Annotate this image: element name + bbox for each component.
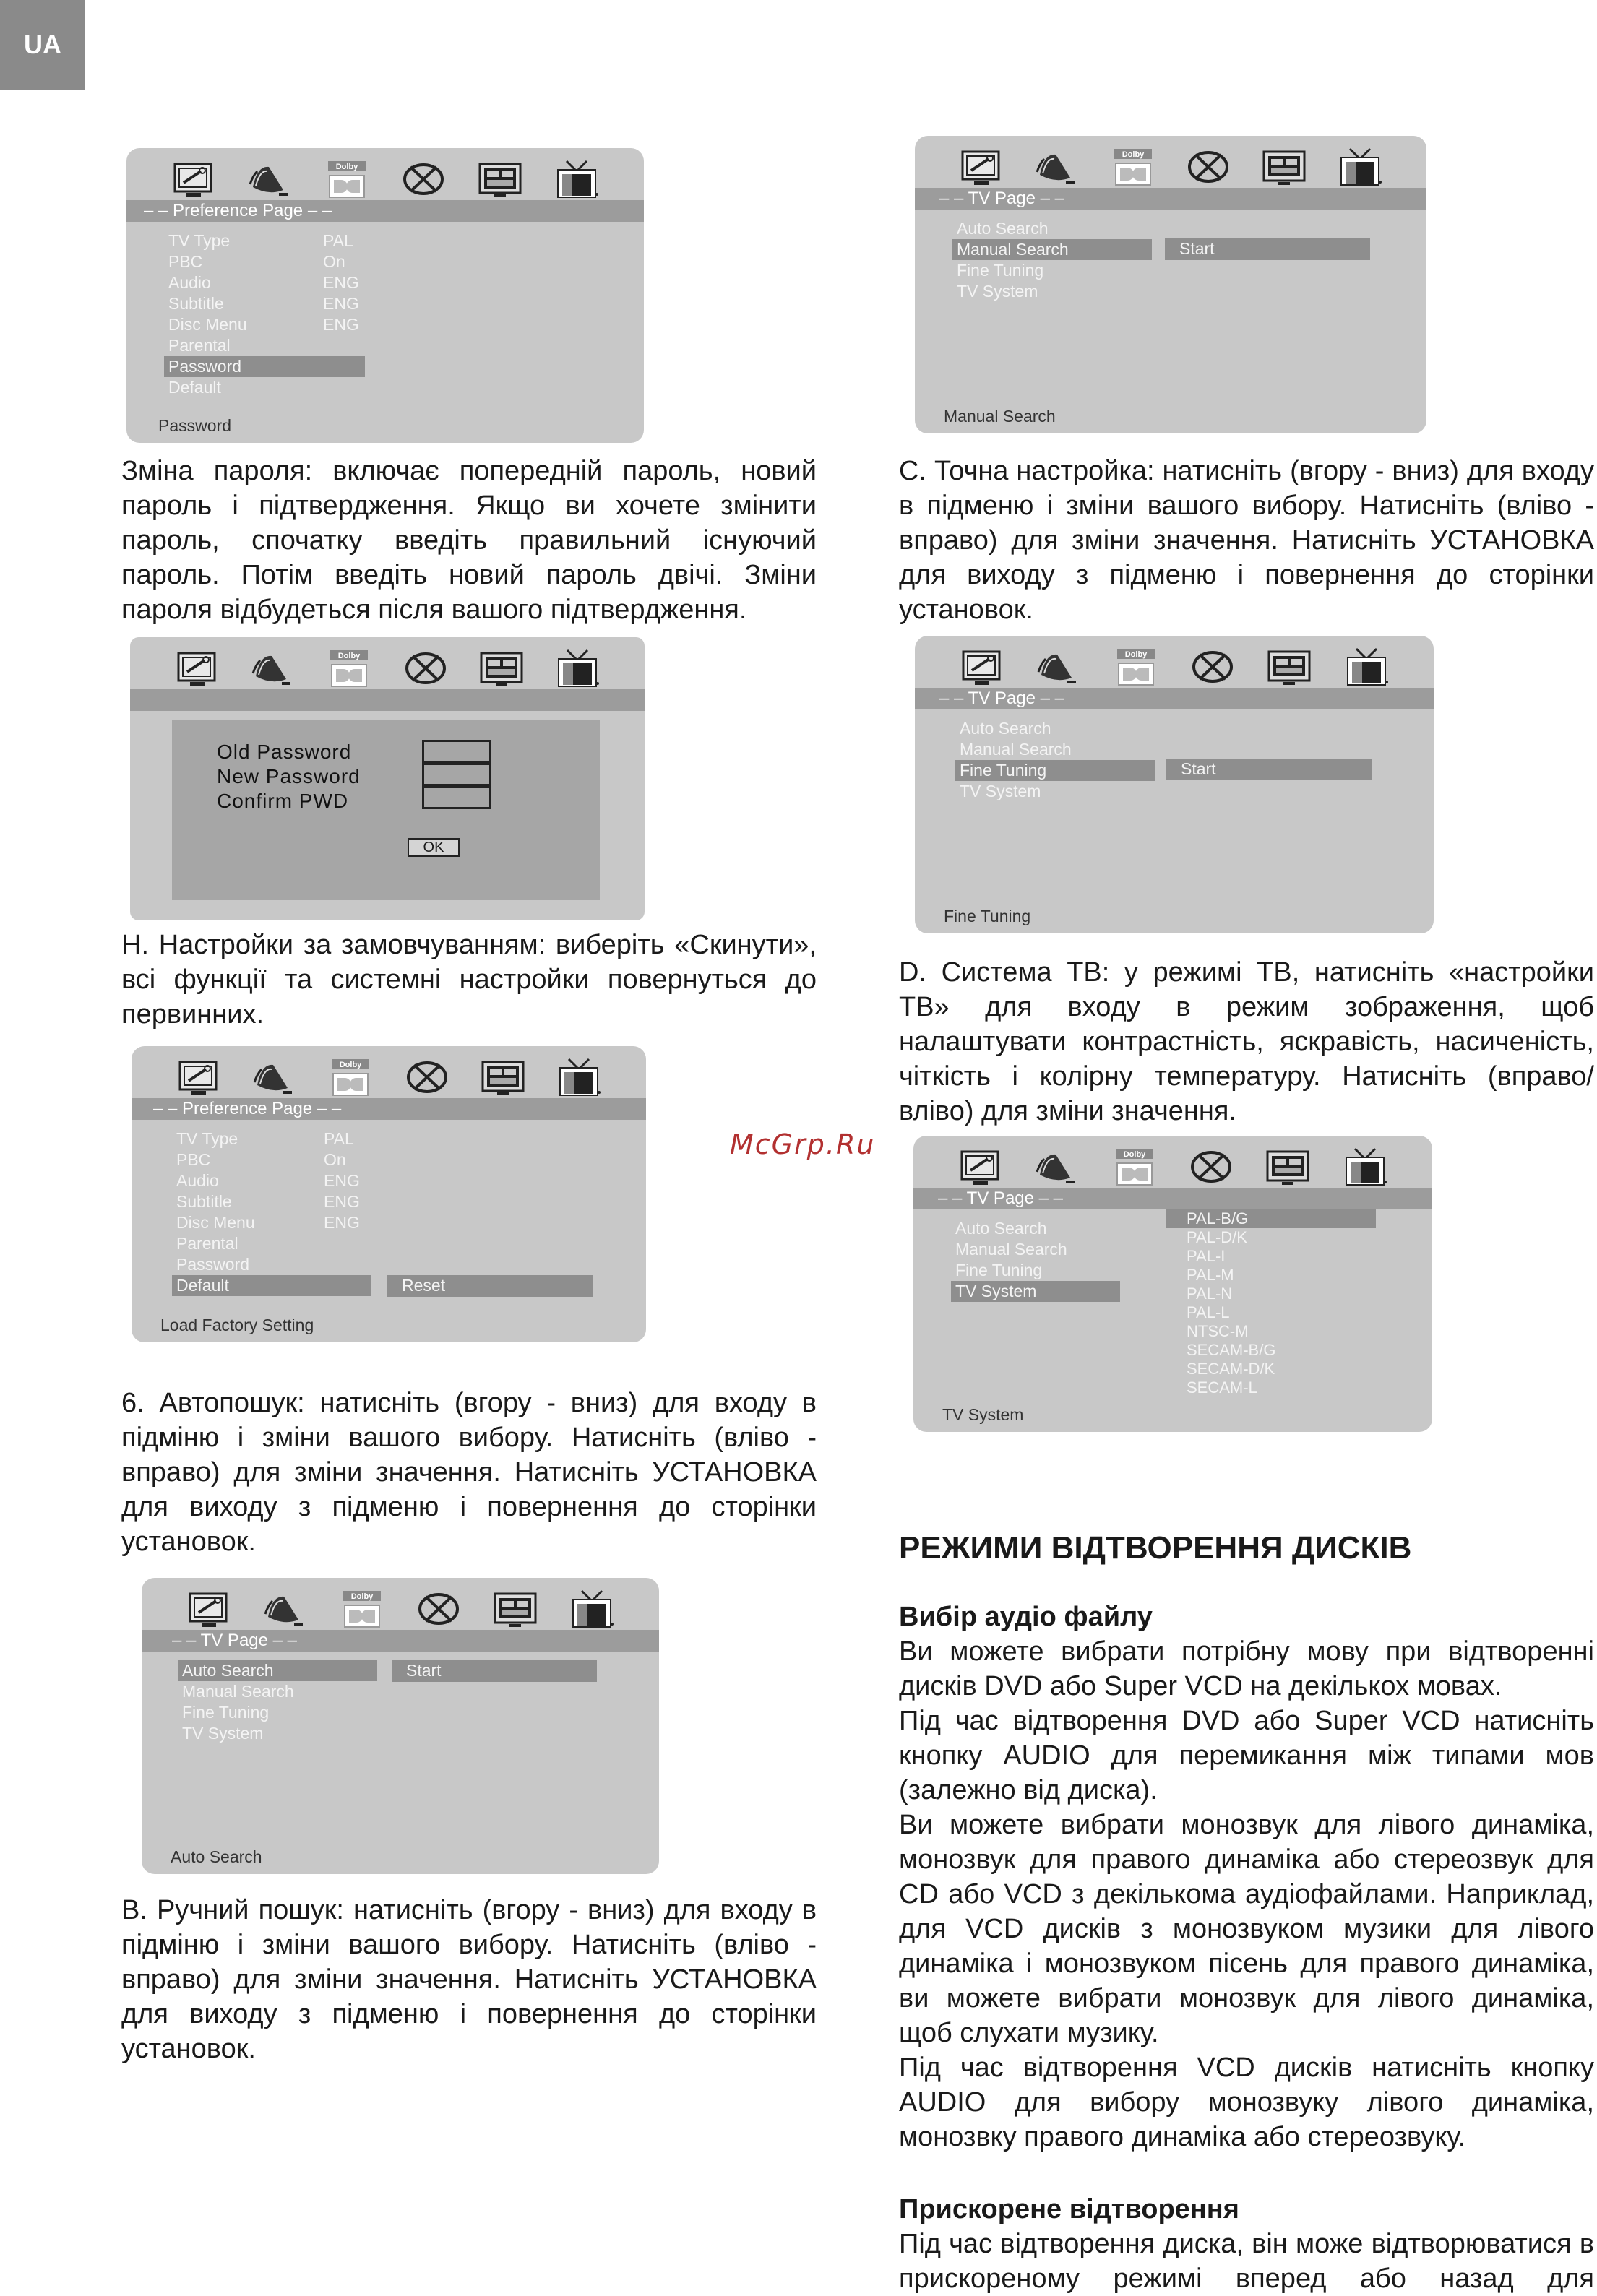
- tv-icon[interactable]: [1343, 646, 1390, 688]
- tv-system-option[interactable]: PAL-D/K: [1187, 1228, 1247, 1246]
- video-off-icon[interactable]: [403, 647, 449, 689]
- audio-section: [899, 1600, 1594, 2154]
- osd-icon-bar: [915, 136, 1426, 188]
- menu-item-manual-search[interactable]: Manual Search: [182, 1682, 294, 1701]
- menu-item-subtitle[interactable]: Subtitle: [168, 294, 224, 313]
- video-off-icon[interactable]: [404, 1056, 450, 1098]
- osd-page-bar: – – TV Page – –: [913, 1188, 1432, 1209]
- menu-item-tv-type[interactable]: TV Type: [176, 1129, 238, 1148]
- tv-system-options: [1166, 1209, 1376, 1397]
- ok-button[interactable]: OK: [408, 838, 460, 857]
- start-option[interactable]: Start: [1165, 238, 1370, 260]
- monitor-icon[interactable]: [492, 1588, 538, 1630]
- menu-item-auto-search[interactable]: Auto Search: [955, 1219, 1047, 1238]
- menu-item-tv-system[interactable]: TV System: [960, 782, 1041, 800]
- dolby-icon[interactable]: [324, 158, 370, 200]
- osd-password-dialog: [130, 637, 645, 920]
- menu-item-parental[interactable]: Parental: [176, 1234, 238, 1253]
- tv-system-option[interactable]: SECAM-B/G: [1187, 1341, 1276, 1359]
- tv-icon[interactable]: [1342, 1146, 1388, 1188]
- osd-page-bar: – – TV Page – –: [915, 188, 1426, 210]
- menu-value: ENG: [323, 315, 359, 334]
- menu-item-tv-system[interactable]: TV System: [957, 282, 1038, 301]
- osd-menu: [952, 218, 1156, 302]
- svg-text:Dolby: Dolby: [1123, 1150, 1146, 1159]
- paragraph-password: Зміна пароля: включає попередній пароль, новий пароль і підтвердження. Якщо ви хочете змінити пароль, спочатку введіть правильний існуючий пароль. Потім введіть новий пароль двічі. Зміни пароля відбудеться після вашого підтвердження.: [121, 456, 817, 625]
- menu-item-password[interactable]: Password: [176, 1255, 249, 1274]
- menu-item-auto-search[interactable]: Auto Search: [960, 719, 1051, 738]
- dolby-icon[interactable]: [1113, 646, 1159, 688]
- video-off-icon[interactable]: [1189, 646, 1236, 688]
- monitor-icon[interactable]: [1261, 146, 1307, 188]
- menu-value: ENG: [324, 1192, 360, 1211]
- osd-icon-bar: [913, 1136, 1432, 1188]
- tv-system-option[interactable]: PAL-B/G: [1166, 1209, 1376, 1228]
- osd-menu: [955, 718, 1158, 802]
- paragraph-default: H. Настройки за замовчуванням: виберіть «Скинути», всі функції та системні настройки повернуться до первинних.: [121, 930, 817, 1030]
- tv-system-option[interactable]: PAL-L: [1187, 1303, 1230, 1321]
- wrench-monitor-icon[interactable]: [957, 1146, 1004, 1188]
- osd-tv-auto-search: [142, 1578, 659, 1874]
- wrench-monitor-icon[interactable]: [958, 146, 1004, 188]
- menu-item-pbc[interactable]: PBC: [176, 1150, 211, 1169]
- wrench-monitor-icon[interactable]: [959, 646, 1005, 688]
- svg-text:Dolby: Dolby: [335, 163, 358, 171]
- osd-icon-bar: [130, 637, 645, 689]
- menu-item-disc-menu[interactable]: Disc Menu: [176, 1213, 255, 1232]
- menu-item-auto-search[interactable]: Auto Search: [957, 219, 1049, 238]
- osd-menu: [951, 1218, 1156, 1302]
- password-labels: [217, 740, 361, 813]
- monitor-icon[interactable]: [477, 158, 523, 200]
- dolby-icon[interactable]: [339, 1588, 385, 1630]
- dolby-icon[interactable]: [1111, 1146, 1158, 1188]
- menu-value: ENG: [323, 294, 359, 313]
- audio-paragraph-3: Ви можете вибрати монозвук для лівого динаміка, монозвук для правого динаміка або стереозвук для CD або VCD з декількома аудіофайлами. Наприклад, для VCD дисків з монозвуком музики для лівого динаміка і монозвуком пісень для правого динаміка, ви можете вибрати монозвук для лівого динаміка, щоб слухати музику.: [899, 1810, 1594, 2048]
- start-option[interactable]: Start: [1166, 759, 1372, 780]
- svg-text:Dolby: Dolby: [1122, 150, 1144, 159]
- osd-page-bar: – – Preference Page – –: [132, 1098, 646, 1120]
- menu-item-manual-search[interactable]: Manual Search: [955, 1240, 1067, 1259]
- fast-heading: Прискорене відтворення: [899, 2194, 1239, 2224]
- osd-page-bar: – – Preference Page – –: [126, 200, 644, 222]
- menu-item-auto-search[interactable]: Auto Search: [178, 1660, 377, 1681]
- reset-option[interactable]: Reset: [387, 1275, 593, 1297]
- menu-value: PAL: [323, 231, 353, 250]
- tv-system-option[interactable]: PAL-I: [1187, 1247, 1226, 1265]
- menu-value: ENG: [323, 273, 359, 292]
- osd-status: Auto Search: [171, 1847, 262, 1866]
- speaker-icon[interactable]: [1034, 146, 1080, 188]
- tv-system-option[interactable]: NTSC-M: [1187, 1322, 1249, 1340]
- video-off-icon[interactable]: [1185, 146, 1231, 188]
- menu-item-fine-tuning[interactable]: Fine Tuning: [182, 1703, 270, 1722]
- menu-item-fine-tuning[interactable]: Fine Tuning: [955, 1261, 1043, 1279]
- menu-item-tv-type[interactable]: TV Type: [168, 231, 231, 250]
- menu-item-default[interactable]: Default: [172, 1275, 371, 1296]
- osd-tv-system: [913, 1136, 1432, 1432]
- menu-value: On: [324, 1150, 346, 1169]
- menu-item-subtitle[interactable]: Subtitle: [176, 1192, 232, 1211]
- osd-icon-bar: [142, 1578, 659, 1630]
- start-option[interactable]: Start: [392, 1660, 597, 1682]
- menu-item-fine-tuning[interactable]: Fine Tuning: [957, 261, 1044, 280]
- dolby-icon[interactable]: [1110, 146, 1156, 188]
- osd-status: Password: [158, 416, 231, 435]
- menu-item-tv-system[interactable]: TV System: [182, 1724, 264, 1743]
- section-title: РЕЖИМИ ВІДТВОРЕННЯ ДИСКІВ: [899, 1530, 1412, 1566]
- menu-item-parental[interactable]: Parental: [168, 336, 231, 355]
- osd-page-bar: – – TV Page – –: [915, 688, 1434, 709]
- wrench-monitor-icon[interactable]: [174, 647, 220, 689]
- tv-icon[interactable]: [556, 1056, 602, 1098]
- speaker-icon[interactable]: [262, 1588, 309, 1630]
- audio-paragraph-2: Під час відтворення DVD або Super VCD натисніть кнопку AUDIO для перемикання між типами мов (залежно від диска).: [899, 1706, 1594, 1805]
- language-badge: UA: [0, 0, 85, 90]
- menu-item-pbc[interactable]: PBC: [168, 252, 203, 271]
- osd-values: [323, 230, 359, 335]
- speaker-icon[interactable]: [251, 1056, 298, 1098]
- paragraph-auto-search: 6. Автопошук: натисніть (вгору - вниз) для входу в підміню і зміни вашого вибору. Натисніть (вліво - вправо) для зміни значення. Натисніть УСТАНОВКА для виходу з підменю і повернення до сторінки установок.: [121, 1388, 817, 1557]
- video-off-icon[interactable]: [400, 158, 447, 200]
- confirm-password-label: Confirm PWD: [217, 790, 349, 812]
- monitor-icon[interactable]: [1266, 646, 1312, 688]
- osd-status: Manual Search: [944, 407, 1056, 426]
- paragraph-fine-tuning: C. Точна настройка: натисніть (вгору - вниз) для входу в підменю і зміни вашого вибору. Натисніть (вліво - вправо) для зміни значення. Натисніть УСТАНОВКА для виходу з підменю і повернення до сторінки установок.: [899, 456, 1594, 625]
- old-password-label: Old Password: [217, 741, 352, 763]
- paragraph-tv-system: D. Система ТВ: у режимі ТВ, натисніть «настройки ТВ» для входу в режим зображення, щоб налаштувати контрастність, яскравість, насиченість, чіткість і колірну температуру. Натисніть (вправо/вліво) для зміни значення.: [899, 957, 1594, 1126]
- audio-paragraph-4: Під час відтворення VCD дисків натисніть кнопку AUDIO для вибору монозвуку лівого динаміка, монозвку правого динаміка або стереозвуку.: [899, 2053, 1594, 2152]
- svg-text:Dolby: Dolby: [340, 1061, 362, 1069]
- osd-values: [324, 1128, 360, 1233]
- osd-page-bar: [130, 689, 645, 711]
- menu-value: ENG: [324, 1213, 360, 1232]
- monitor-icon[interactable]: [478, 647, 525, 689]
- osd-icon-bar: [126, 148, 644, 200]
- menu-item-fine-tuning[interactable]: Fine Tuning: [955, 760, 1155, 781]
- password-panel: [172, 720, 600, 900]
- tv-icon[interactable]: [569, 1588, 615, 1630]
- osd-tv-manual-search: [915, 136, 1426, 433]
- tv-system-option[interactable]: SECAM-L: [1187, 1378, 1257, 1397]
- menu-item-password[interactable]: Password: [164, 356, 365, 377]
- video-off-icon[interactable]: [416, 1588, 462, 1630]
- new-password-field[interactable]: [422, 763, 491, 786]
- osd-icon-bar: [132, 1046, 646, 1098]
- wrench-monitor-icon[interactable]: [176, 1056, 222, 1098]
- osd-tv-fine-tuning: [915, 636, 1434, 933]
- menu-item-default[interactable]: Default: [168, 378, 221, 397]
- menu-item-manual-search[interactable]: Manual Search: [960, 740, 1072, 759]
- menu-value: On: [323, 252, 345, 271]
- speaker-icon[interactable]: [1034, 1146, 1080, 1188]
- video-off-icon[interactable]: [1188, 1146, 1234, 1188]
- tv-system-option[interactable]: PAL-M: [1187, 1266, 1234, 1284]
- wrench-monitor-icon[interactable]: [186, 1588, 232, 1630]
- tv-icon[interactable]: [554, 158, 600, 200]
- wrench-monitor-icon[interactable]: [171, 158, 217, 200]
- osd-icon-bar: [915, 636, 1434, 688]
- audio-paragraph-1: Ви можете вибрати потрібну мову при відтворенні дисків DVD або Super VCD на декількох мовах.: [899, 1636, 1594, 1701]
- monitor-icon[interactable]: [480, 1056, 526, 1098]
- old-password-field[interactable]: [422, 740, 491, 763]
- osd-status: TV System: [942, 1405, 1024, 1424]
- osd-status: Fine Tuning: [944, 907, 1031, 925]
- new-password-label: New Password: [217, 765, 361, 787]
- speaker-icon[interactable]: [250, 647, 296, 689]
- menu-item-manual-search[interactable]: Manual Search: [952, 239, 1152, 260]
- speaker-icon[interactable]: [1036, 646, 1082, 688]
- menu-value: ENG: [324, 1171, 360, 1190]
- audio-heading: Вибір аудіо файлу: [899, 1602, 1153, 1632]
- tv-icon[interactable]: [1337, 146, 1383, 188]
- menu-item-audio[interactable]: Audio: [176, 1171, 219, 1190]
- menu-item-audio[interactable]: Audio: [168, 273, 211, 292]
- dolby-icon[interactable]: [326, 647, 372, 689]
- tv-system-option[interactable]: PAL-N: [1187, 1285, 1233, 1303]
- menu-item-tv-system[interactable]: TV System: [951, 1281, 1120, 1302]
- confirm-password-field[interactable]: [422, 786, 491, 809]
- speaker-icon[interactable]: [247, 158, 293, 200]
- monitor-icon[interactable]: [1265, 1146, 1311, 1188]
- watermark: McGrp.Ru: [730, 1128, 876, 1160]
- fast-paragraph-1: Під час відтворення диска, він може відтворюватися в прискореному режимі вперед або назад для: [899, 2229, 1594, 2294]
- osd-preference-default: [132, 1046, 646, 1342]
- dolby-icon[interactable]: [327, 1056, 374, 1098]
- paragraph-manual-search: B. Ручний пошук: натисніть (вгору - вниз) для входу в підміню і зміни вашого вибору. Натисніть (вліво - вправо) для зміни значення. Натисніть УСТАНОВКА для виходу з підменю і повернення до сторінки установок.: [121, 1895, 817, 2064]
- osd-preference-password: [126, 148, 644, 443]
- svg-text:Dolby: Dolby: [350, 1592, 374, 1601]
- fast-section: [899, 2192, 1594, 2296]
- svg-text:Dolby: Dolby: [338, 652, 361, 660]
- tv-icon[interactable]: [554, 647, 601, 689]
- svg-text:Dolby: Dolby: [1124, 650, 1148, 659]
- menu-value: PAL: [324, 1129, 354, 1148]
- tv-system-option[interactable]: SECAM-D/K: [1187, 1360, 1275, 1378]
- osd-page-bar: – – TV Page – –: [142, 1630, 659, 1652]
- osd-status: Load Factory Setting: [160, 1316, 314, 1334]
- menu-item-disc-menu[interactable]: Disc Menu: [168, 315, 247, 334]
- osd-menu: [178, 1660, 384, 1744]
